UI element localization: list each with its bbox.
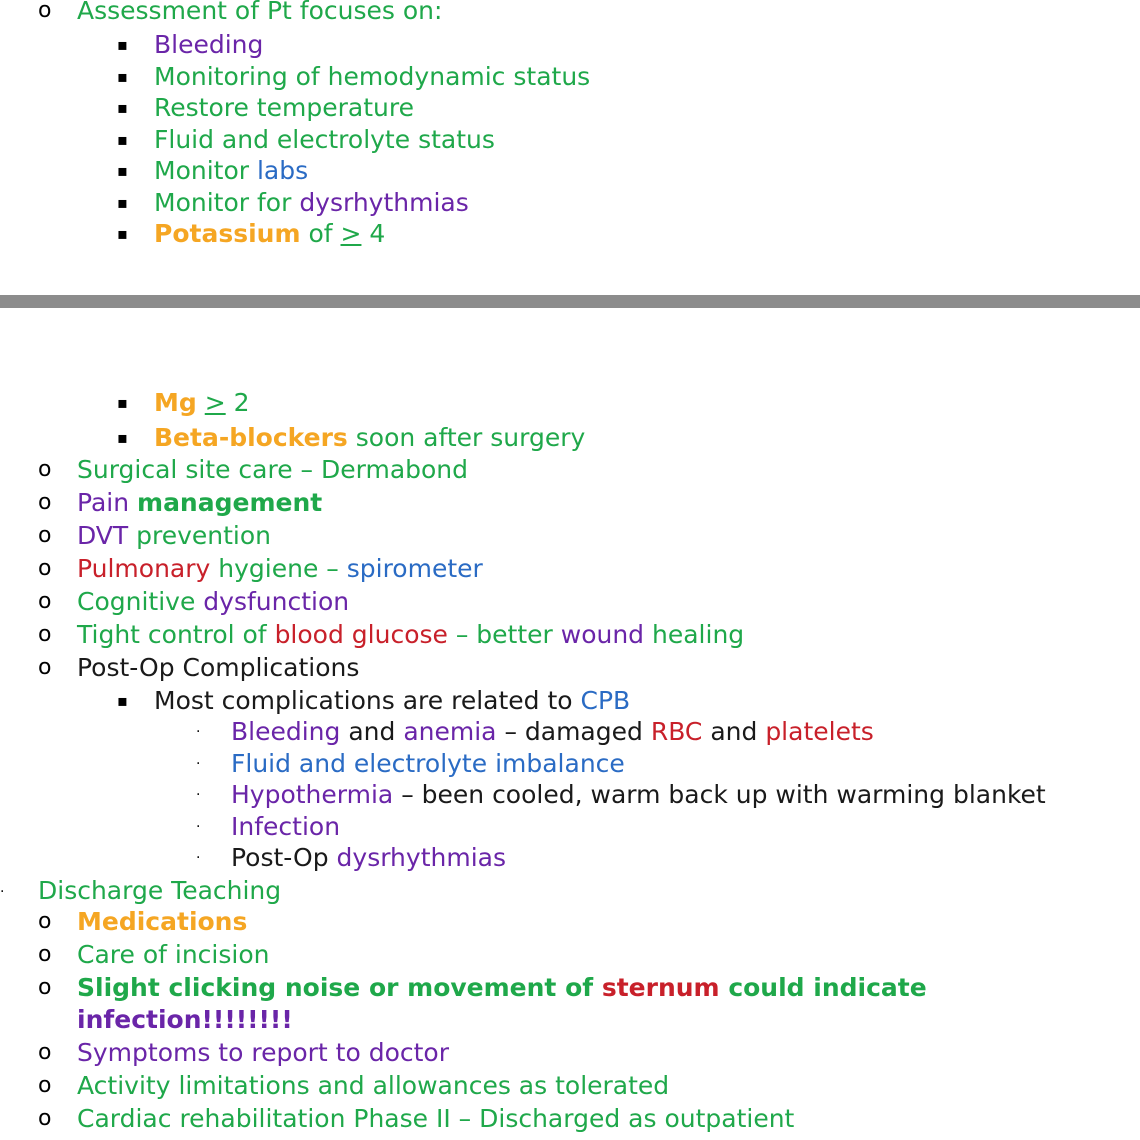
text-segment: Post-Op bbox=[231, 843, 337, 872]
list-bullet: ▪ bbox=[117, 161, 128, 180]
list-item bbox=[231, 843, 506, 873]
text-segment: anemia bbox=[403, 717, 497, 746]
text-segment: Monitor bbox=[154, 156, 257, 185]
text-segment: Monitor for bbox=[154, 187, 300, 217]
text-segment: Fluid and electrolyte imbalance bbox=[231, 748, 625, 778]
text-segment: Slight clicking noise or movement of bbox=[77, 972, 602, 1002]
text-segment: Discharged as outpatient bbox=[479, 1103, 795, 1133]
list-bullet: o bbox=[38, 1073, 52, 1098]
list-item bbox=[154, 156, 308, 186]
text-segment: DVT bbox=[77, 521, 129, 550]
bullet-dot: · bbox=[0, 884, 5, 900]
list-bullet: · bbox=[196, 787, 201, 803]
list-item bbox=[77, 521, 271, 551]
list-bullet: · bbox=[196, 755, 201, 772]
text-segment: Potassium bbox=[154, 219, 301, 248]
list-item bbox=[154, 219, 385, 249]
text-segment: Fluid and electrolyte status bbox=[154, 124, 495, 154]
text-segment: Cardiac rehabilitation Phase II – bbox=[77, 1103, 480, 1133]
list-bullet: ▪ bbox=[117, 35, 128, 54]
text-segment: RBC bbox=[650, 717, 703, 746]
list-bullet: o bbox=[38, 589, 52, 614]
list-item bbox=[77, 554, 483, 584]
list-bullet: o bbox=[38, 490, 52, 515]
text-segment: Tight control of bbox=[77, 620, 275, 649]
text-segment: – better bbox=[447, 620, 561, 649]
discharge-heading: Discharge Teaching bbox=[38, 876, 282, 905]
list-item bbox=[77, 488, 322, 518]
list-item bbox=[231, 749, 625, 779]
text-segment: Bleeding bbox=[231, 717, 341, 746]
list-bullet: o bbox=[38, 909, 52, 934]
list-item bbox=[77, 1005, 293, 1035]
list-bullet: ▪ bbox=[117, 66, 128, 86]
text-segment: > bbox=[340, 219, 362, 248]
list-item bbox=[154, 188, 469, 218]
text-segment: dysrhythmias bbox=[299, 187, 469, 217]
list-item bbox=[154, 125, 495, 155]
page-divider bbox=[0, 295, 1140, 308]
text-segment: 2 bbox=[225, 388, 250, 417]
text-segment: Activity limitations and allowances as tolerated bbox=[77, 1071, 670, 1100]
list-bullet: o bbox=[38, 622, 52, 647]
list-bullet: o bbox=[38, 556, 52, 581]
text-segment: Beta-blockers bbox=[154, 423, 348, 452]
bullet-square: ▪ bbox=[117, 691, 128, 710]
text-segment: hygiene – bbox=[210, 554, 347, 583]
text-segment: Mg bbox=[154, 388, 197, 417]
list-bullet: · bbox=[196, 818, 201, 835]
text-segment: infection!!!!!!!! bbox=[77, 1005, 293, 1035]
list-item bbox=[231, 717, 874, 747]
list-item bbox=[77, 620, 744, 650]
list-bullet: ▪ bbox=[117, 129, 128, 149]
list-item bbox=[154, 93, 414, 123]
text-segment: Monitoring of hemodynamic status bbox=[154, 61, 591, 91]
bullet-o: o bbox=[38, 0, 52, 23]
text-segment: Care of incision bbox=[77, 939, 270, 969]
text-segment: Bleeding bbox=[154, 30, 264, 59]
list-item bbox=[77, 653, 359, 683]
text-segment: and bbox=[702, 717, 766, 746]
text-segment: wound bbox=[560, 620, 645, 649]
text-segment: Restore temperature bbox=[154, 93, 414, 122]
complications-heading bbox=[154, 686, 630, 716]
list-bullet: ▪ bbox=[117, 192, 128, 212]
list-bullet: o bbox=[38, 457, 52, 482]
text-segment: platelets bbox=[765, 717, 874, 746]
list-bullet: · bbox=[196, 850, 201, 866]
list-bullet: ▪ bbox=[117, 428, 128, 447]
text-segment: dysrhythmias bbox=[336, 843, 506, 872]
text-segment: blood glucose bbox=[274, 620, 448, 649]
text-segment: spirometer bbox=[346, 554, 483, 583]
text-segment: sternum bbox=[601, 972, 720, 1002]
text-segment: and bbox=[340, 717, 404, 746]
text-segment: – been cooled, warm back up with warming blanket bbox=[393, 780, 1046, 809]
list-bullet: · bbox=[196, 724, 201, 740]
text-segment: Post-Op Complications bbox=[77, 653, 360, 682]
list-bullet: o bbox=[38, 1040, 52, 1066]
list-item bbox=[77, 1071, 669, 1101]
list-item bbox=[154, 388, 250, 418]
text-segment: soon after surgery bbox=[347, 423, 586, 452]
list-item bbox=[77, 1104, 794, 1134]
list-item bbox=[77, 455, 468, 485]
text-segment: Surgical site care – Dermabond bbox=[77, 455, 469, 484]
list-bullet: o bbox=[38, 941, 52, 967]
text-segment: of bbox=[300, 219, 341, 248]
text-segment: > bbox=[204, 388, 226, 417]
list-item bbox=[77, 973, 927, 1003]
list-item bbox=[154, 423, 585, 453]
text-segment: Medications bbox=[77, 907, 248, 936]
list-item bbox=[77, 940, 269, 970]
list-item bbox=[231, 812, 340, 842]
text-segment: CPB bbox=[580, 686, 631, 715]
text-segment: Hypothermia bbox=[231, 780, 394, 809]
text-segment: management bbox=[137, 488, 323, 517]
list-item bbox=[77, 907, 247, 937]
text-segment: Pain bbox=[77, 488, 138, 517]
list-item bbox=[231, 780, 1046, 810]
text-segment: healing bbox=[644, 620, 745, 649]
text-segment: dysfunction bbox=[203, 587, 350, 616]
text-segment bbox=[197, 388, 205, 417]
list-bullet: o bbox=[38, 1105, 52, 1131]
text-segment: 4 bbox=[361, 219, 386, 248]
assessment-heading: Assessment of Pt focuses on: bbox=[77, 0, 443, 25]
list-item bbox=[154, 62, 590, 92]
list-item bbox=[77, 587, 349, 617]
list-bullet: o bbox=[38, 974, 52, 1000]
text-segment: prevention bbox=[128, 521, 272, 550]
list-bullet: o bbox=[38, 655, 52, 680]
text-segment: Symptoms to report to doctor bbox=[77, 1038, 449, 1068]
text-segment: Cognitive bbox=[77, 587, 204, 616]
list-bullet: o bbox=[38, 523, 52, 548]
text-segment: Infection bbox=[231, 811, 341, 841]
text-segment: could indicate bbox=[719, 972, 927, 1002]
text-segment: labs bbox=[256, 156, 309, 185]
list-bullet: ▪ bbox=[117, 98, 128, 117]
list-item bbox=[77, 1038, 449, 1068]
text-segment: Most complications are related to bbox=[154, 686, 581, 715]
text-segment: – damaged bbox=[496, 717, 651, 746]
list-item bbox=[154, 30, 263, 60]
list-bullet: ▪ bbox=[117, 393, 128, 412]
text-segment: Pulmonary bbox=[77, 554, 211, 583]
list-bullet: ▪ bbox=[117, 224, 128, 243]
